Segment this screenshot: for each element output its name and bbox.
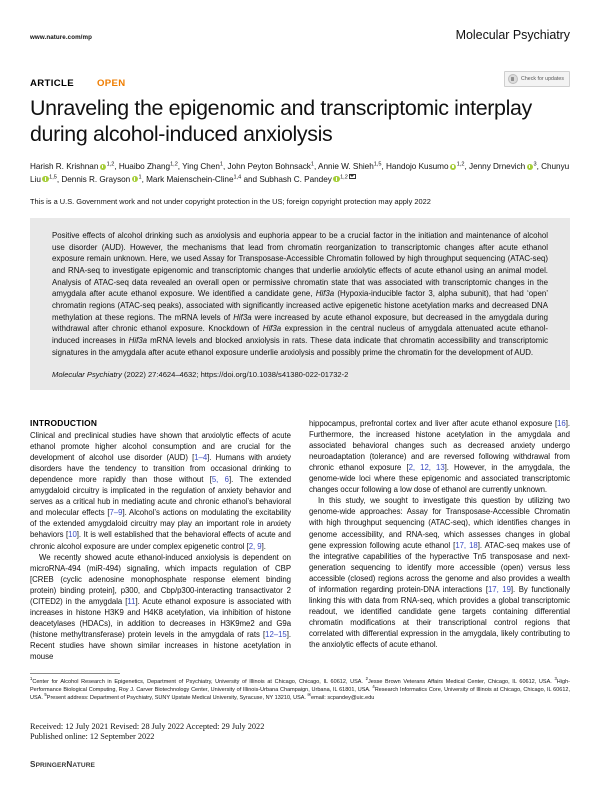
publisher-name-nature: N [66,760,73,769]
abstract-text: Positive effects of alcohol drinking such as anxiolysis and euphoria appear to be a crucial factor in the initiation and maintenance of alcohol use disorder (AUD). However, the mechanisms that lead from chromatin reorganization to transcriptomic changes after acute ethanol exposure remain unknown. Here, we used Assay for Transposase-Accessible Chromatin followed by high throughput sequencing (ATAC-seq) and RNA-seq to investigate epigenomic and transcriptomic changes that underlie anxiolytic effects of acute ethanol using an animal model. Analysis of ATAC-seq data revealed an overall open or permissive chromatin state that was associated with transcriptomic changes in the amygdala after acute ethanol exposure. We identified a candidate gene, Hif3a (Hypoxia-inducible factor 3, alpha subunit), that had ‘open’ chromatin regions (ATAC-seq peaks), associated with significantly increased active epigenetic histone acetylation marks and decreased DNA methylation at these regions. The mRNA levels of Hif3a were increased by acute ethanol exposure, but decreased in the amygdala during withdrawal after chronic ethanol exposure. Knockdown of Hif3a expression in the central nucleus of amygdala attenuated acute ethanol-induced increases in Hif3a mRNA levels and blocked anxiolysis in rats. These data indicate that chromatin accessibility and transcriptomic signatures in the amygdala after acute ethanol exposure underlie anxiolysis and possibly prime the chromatin for the development of AUD. [52,230,549,357]
journal-citation: Molecular Psychiatry (2022) 27:4624–4632; https://doi.org/10.1038/s41380-022-01732-2 [52,369,349,379]
crossmark-icon [508,74,518,84]
orcid-icon[interactable] [100,164,106,170]
intro-paragraph: Clinical and preclinical studies have shown that anxiolytic effects of acute ethanol promote higher alcohol consumption and are crucial for the development of alcohol use disorder (AUD) [1–4]. Humans with anxiety disorders have the tendency to transition from occasional drinking to dependence more rapidly than those without [5, 6]. The extended amygdaloid circuitry is implicated in the regulation of anxiety behavior and serves as a critical hub in mediating acute and chronic ethanol’s behavioral and molecular effects [7–9]. Alcohol’s actions on modulating the excitability of the extended amygdaloid circuitry may play an important role in anxiety behaviors [10]. It is well established that the behavioral effects of acute and chronic alcohol exposure are under complex epigenetic control [2, 9]. [30,430,292,551]
published-online-line: Published online: 12 September 2022 [30,732,155,742]
journal-name: Molecular Psychiatry [455,28,570,42]
orcid-icon[interactable] [450,164,456,170]
intro-paragraph: hippocampus, prefrontal cortex and liver after acute ethanol exposure [16]. Furthermore, the increased histone acetylation in the amygdala and associated behavioral changes such as decreased anxiety undergo neuroadaptation (tolerance) and are reversed following withdrawal from chronic ethanol exposure [2, 12, 13]. However, in the amygdala, the genome-wide loci where these epigenomic and associated transcriptomic changes occur following a low dose of ethanol are currently unknown. [309,418,570,495]
footnote-divider [30,673,120,674]
open-access-label: OPEN [97,78,126,89]
abstract-box [30,218,570,390]
intro-paragraph: We recently showed acute ethanol-induced anxiolysis is dependent on microRNA-494 (miR-494) signaling, which impacts regulation of CBP [CREB (cyclic adenosine monophosphate response element binding protein) binding protein], p300, and Cbp/p300-interacting transactivator 2 (CITED2) in the amygdala [11]. Acute ethanol exposure is associated with increases in histone H3K9 and H4K8 acetylation, via inhibition of histone deacetylases (HDACs), in addition to decreases in H3K9me2 and G9a (histone methyltransferase) protein levels in the amygdala of rats [12–15]. Recent studies have shown similar increases in histone acetylation in mouse [30,552,291,662]
article-type-row [30,77,570,90]
column-right [309,418,570,663]
publisher-name-nature-rest: ATURE [72,762,96,769]
running-head [30,28,570,46]
email-icon[interactable] [349,174,356,180]
received-revised-accepted-line: Received: 12 July 2021 Revised: 28 July 2022 Accepted: 29 July 2022 [30,722,265,731]
body-columns [30,418,570,663]
page-title: Unraveling the epigenomic and transcriptomic interplay during alcohol-induced anxiolysis [30,96,532,146]
section-heading-introduction: INTRODUCTION [30,417,98,428]
check-for-updates-label: Check for updates [521,76,564,82]
publisher-logo [30,760,95,769]
column-left [30,418,291,663]
orcid-icon[interactable] [527,164,533,170]
publisher-name-springer: S [30,760,36,769]
article-label: ARTICLE [30,78,75,89]
orcid-icon[interactable] [333,176,339,182]
affiliations: $^1$Center for Alcohol Research in Epigenetics, Department of Psychiatry, University of Illinois at Chicago, Chicago, IL 60612, USA. $^2$Jesse Brown Veterans Affairs Medical Center, Chicago, IL 60612, USA. $^3$High-Performance Biological Computing, Roy J. Carver Biotechnology Center, University of Illinois-Urbana Champaign, Urbana, IL 61801, USA. $^4$Research Informatics Core, University of Illinois at Chicago, Chicago, IL 60612, USA. $^5$Present address: Department of Psychiatry, SUNY Upstate Medical University, Syracuse, NY 13210, USA. ✉email: scpandey@uic.edu [30,676,570,702]
orcid-icon[interactable] [42,176,48,182]
publisher-name-springer-rest: PRINGER [35,762,67,769]
journal-url[interactable]: www.nature.com/mp [30,34,92,41]
publication-dates [30,722,264,743]
check-for-updates-badge[interactable] [504,71,570,87]
copyright-notice: This is a U.S. Government work and not under copyright protection in the US; foreign copyright protection may apply 2022 [30,196,431,206]
orcid-icon[interactable] [132,176,138,182]
author-list: Harish R. Krishnan $^{1,2}$, Huaibo Zhang$^{1,2}$, Ying Chen$^1$, John Peyton Bohnsack$^1$, Annie W. Shieh$^{1,5}$, Handojo Kusumo $^{1,2}$, Jenny Drnevich $^3$, Chunyu Liu $^{1,5}$, Dennis R. Grayson $^1$, Mark Maienschein-Cline$^{1,4}$ and Subhash C. Pandey $^{1,2}$ [30,161,570,184]
intro-paragraph: In this study, we sought to investigate this question by utilizing two genome-wide approaches: Assay for Transposase-Accessible Chromatin with high throughput sequencing (ATAC-seq), which identifies changes in genome accessibility, and RNA-seq, which assesses changes in global gene expression following acute ethanol [17, 18]. ATAC-seq makes use of the integrative capabilities of the hyperactive Tn5 transposase and next-generation sequencing to identify more accessible (open) versus less accessible (closed) regions across the genome and also provides a wealth of information regarding protein-DNA interactions [17, 19]. By functionally linking this with data from RNA-seq, which provides a global transcriptomic readout, we identified candidate gene targets containing differential chromatin modifications at their transcriptional control regions that correlated with differential expression in the amygdala, likely contributing to the anxiolytic effects of acute ethanol. [309,496,571,650]
